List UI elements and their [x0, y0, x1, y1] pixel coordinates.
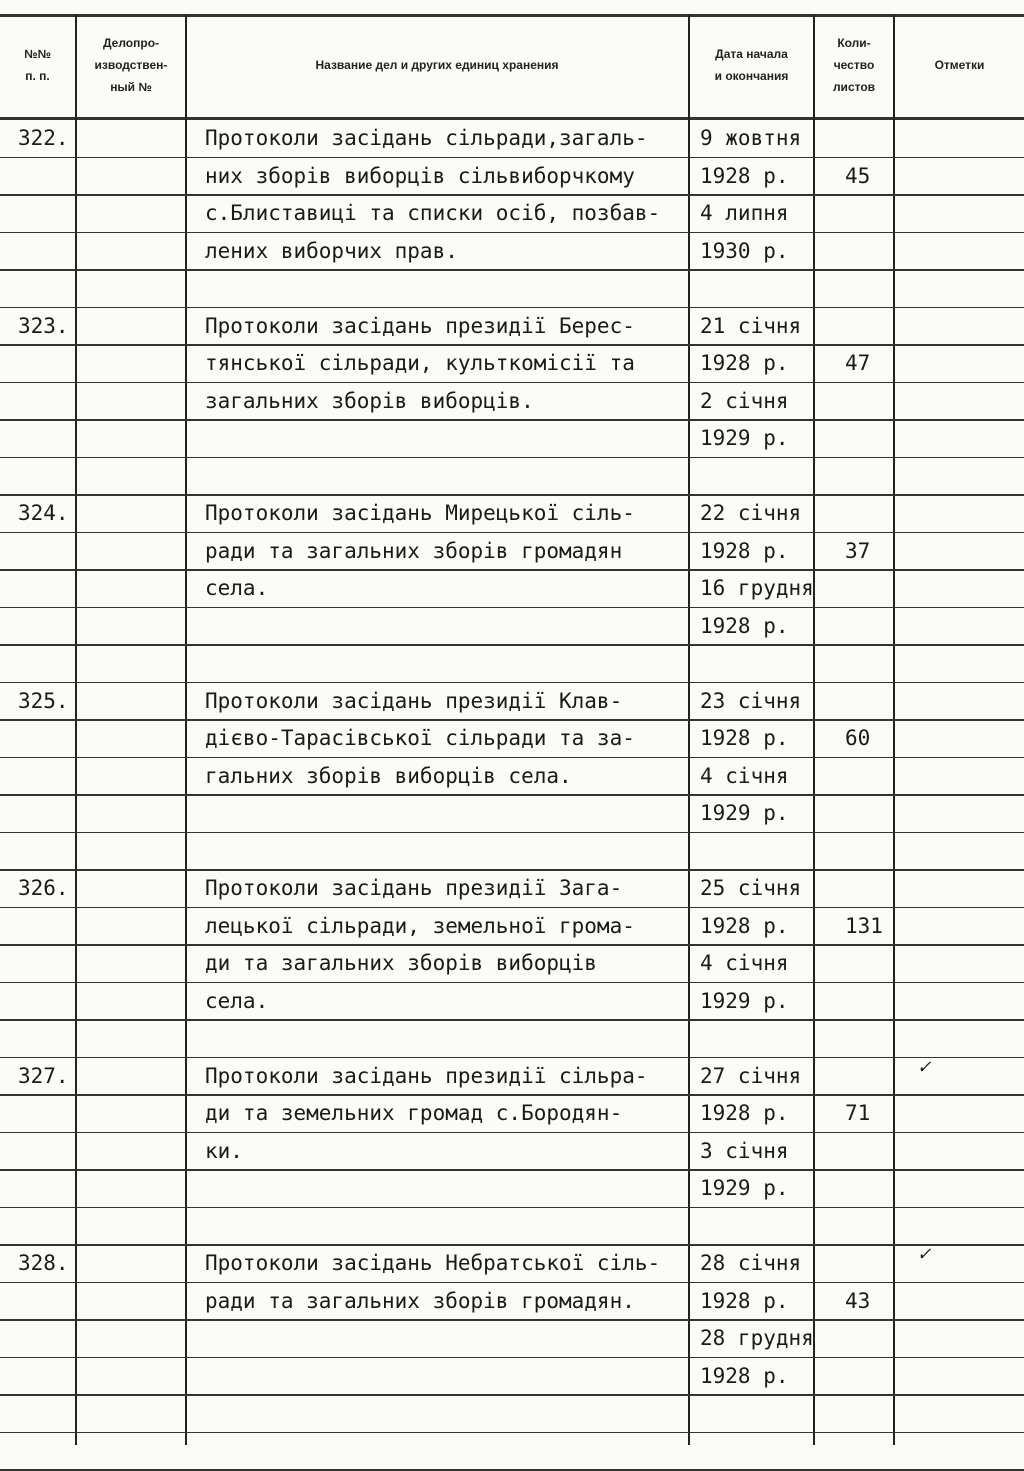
entry-title-line: лецької сільради, земельної грома-: [205, 913, 635, 938]
entry-date: 1929 р.: [700, 426, 789, 450]
row-rule: [0, 457, 1024, 459]
entry-title-line: ради та загальних зборів громадян.: [205, 1288, 635, 1313]
entry-sheet-count: 131: [845, 913, 883, 938]
row-rule: [0, 1394, 1024, 1396]
entry-title-line: ди та загальних зборів виборців: [205, 951, 597, 975]
header-title: [187, 15, 687, 115]
entry-date: 1929 р.: [700, 988, 789, 1013]
entry-date: 4 липня: [700, 201, 789, 225]
entry-sheet-count: 43: [845, 1288, 871, 1313]
entry-title-line: Протоколи засідань президії Берес-: [205, 313, 635, 338]
entry-number: 322.: [18, 126, 69, 150]
entry-title-line: с.Блиставиці та списки осіб, позбав-: [205, 201, 661, 225]
entry-number: 324.: [18, 501, 69, 525]
row-rule: [0, 1019, 1024, 1021]
entry-date: 1928 р.: [700, 726, 789, 750]
column-divider: [813, 15, 815, 1445]
entry-date: 1928 р.: [700, 1288, 789, 1313]
entry-title-line: ки.: [205, 1138, 243, 1163]
entry-title-line: села.: [205, 576, 269, 600]
row-rule: [0, 1432, 1024, 1434]
entry-title-line: загальних зборів виборців.: [205, 388, 534, 413]
entry-date: 2 січня: [700, 388, 789, 413]
entry-title-line: Протоколи засідань президії Клав-: [205, 688, 623, 713]
row-rule: [0, 269, 1024, 271]
entry-number: 325.: [18, 688, 69, 713]
entry-checkmark: ✓: [918, 1241, 931, 1265]
entry-date: 1928 р.: [700, 351, 789, 375]
header-dates-label: Дата начала и окончания: [714, 47, 789, 83]
row-rule: [0, 1169, 1024, 1171]
column-divider: [75, 15, 77, 1445]
entry-date: 25 січня: [700, 876, 802, 900]
header-sheets: [815, 15, 893, 115]
entry-title-line: Протоколи засідань президії сільра-: [205, 1063, 648, 1088]
entry-title-line: лених виборчих прав.: [205, 238, 458, 263]
header-number: [0, 15, 75, 115]
entry-title-line: Протоколи засідань сільради,загаль-: [205, 126, 648, 150]
entry-title-line: дієво-Тарасівської сільради та за-: [205, 726, 635, 750]
entry-date: 1928 р.: [700, 538, 789, 563]
row-rule: [0, 644, 1024, 646]
entry-date: 22 січня: [700, 501, 802, 525]
entry-title-line: ради та загальних зборів громадян: [205, 538, 623, 563]
entry-date: 1929 р.: [700, 1176, 789, 1200]
entry-date: 9 жовтня: [700, 126, 802, 150]
entry-date: 1929 р.: [700, 801, 789, 825]
entry-date: 1928 р.: [700, 1363, 789, 1388]
entry-date: 1930 р.: [700, 238, 789, 263]
entry-date: 21 січня: [700, 313, 802, 338]
entry-date: 4 січня: [700, 763, 789, 788]
header-dates: [690, 15, 813, 115]
entry-sheet-count: 45: [845, 163, 871, 188]
entry-number: 326.: [18, 876, 69, 900]
row-rule: [0, 1357, 1024, 1359]
entry-sheet-count: 37: [845, 538, 871, 563]
column-divider: [185, 15, 187, 1445]
entry-date: 1928 р.: [700, 163, 789, 188]
entry-number: 328.: [18, 1251, 69, 1275]
header-notes-label: Отметки: [934, 58, 985, 72]
column-divider: [893, 15, 895, 1445]
entry-date: 27 січня: [700, 1063, 802, 1088]
entry-number: 323.: [18, 313, 69, 338]
entry-title-line: гальних зборів виборців села.: [205, 763, 572, 788]
entry-title-line: села.: [205, 988, 269, 1013]
header-title-label: Название дел и других единиц хранения: [315, 58, 559, 72]
row-rule: [0, 1469, 1024, 1471]
entry-date: 23 січня: [700, 688, 802, 713]
entry-date: 1928 р.: [700, 613, 789, 638]
entry-title-line: Протоколи засідань Небратської сіль-: [205, 1251, 661, 1275]
entry-date: 3 січня: [700, 1138, 789, 1163]
entry-number: 327.: [18, 1063, 69, 1088]
entry-date: 28 грудня: [700, 1326, 814, 1350]
row-rule: [0, 1207, 1024, 1209]
row-rule: [0, 607, 1024, 609]
header-notes: [895, 15, 1024, 115]
entry-date: 4 січня: [700, 951, 789, 975]
header-office-number: [77, 15, 185, 115]
entry-sheet-count: 47: [845, 351, 871, 375]
entry-date: 1928 р.: [700, 913, 789, 938]
entry-title-line: Протоколи засідань президії Зага-: [205, 876, 623, 900]
entry-title-line: тянської сільради, культкомісії та: [205, 351, 635, 375]
entry-date: 16 грудня: [700, 576, 814, 600]
header-sheets-label: Коли- чество листов: [832, 36, 876, 94]
entry-title-line: ди та земельних громад с.Бородян-: [205, 1101, 623, 1125]
column-divider: [688, 15, 690, 1445]
row-rule: [0, 832, 1024, 834]
entry-sheet-count: 60: [845, 726, 871, 750]
entry-title-line: них зборів виборців сільвиборчкому: [205, 163, 635, 188]
entry-date: 1928 р.: [700, 1101, 789, 1125]
entry-title-line: Протоколи засідань Мирецької сіль-: [205, 501, 635, 525]
entry-checkmark: ✓: [918, 1053, 931, 1078]
entry-sheet-count: 71: [845, 1101, 871, 1125]
header-number-label: №№ п. п.: [24, 47, 51, 83]
entry-date: 28 січня: [700, 1251, 802, 1275]
header-office-number-label: Делопро- изводствен- ный №: [94, 36, 168, 94]
